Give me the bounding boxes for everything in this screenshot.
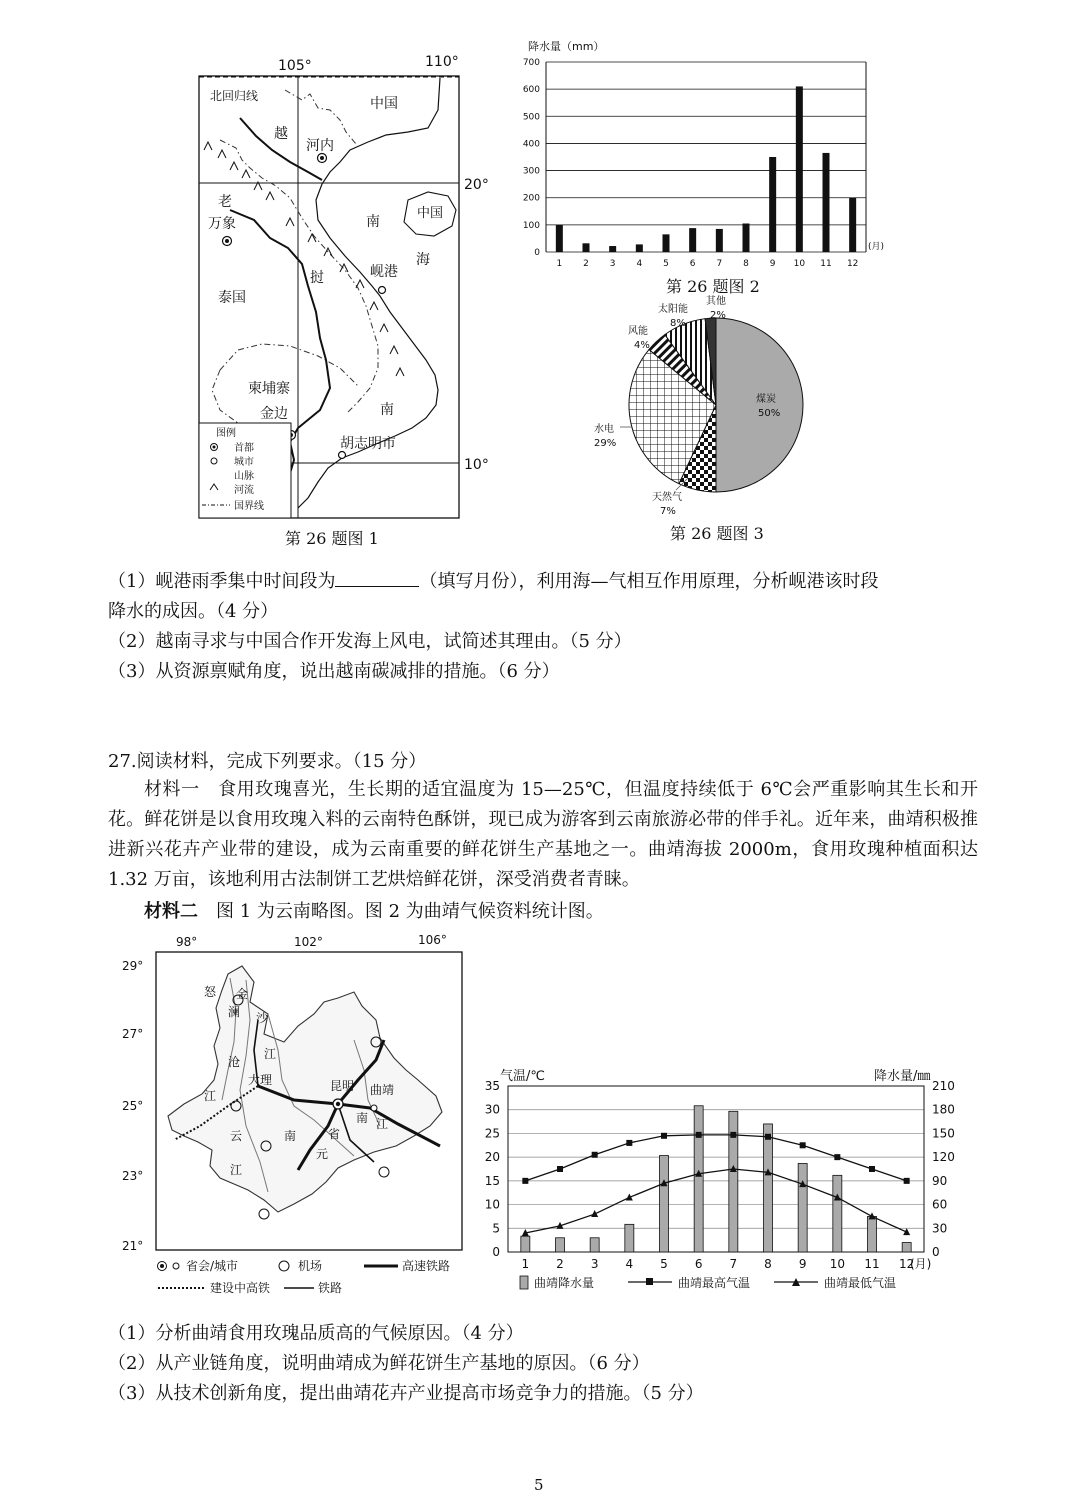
label-phnompenh: 金边 <box>260 406 288 422</box>
climate-right-tick: 60 <box>932 1197 948 1212</box>
tmax-point <box>869 1166 875 1172</box>
climate-precip-bar <box>590 1238 599 1252</box>
q26-1-line2: 降水的成因。（4 分） <box>108 601 279 622</box>
label-jiang3: 江 <box>230 1163 243 1177</box>
legend-airport: 机场 <box>298 1259 323 1273</box>
climate-right-tick: 0 <box>932 1245 940 1259</box>
fig2-xtick-label: 3 <box>609 259 616 269</box>
fig2-bar <box>556 225 563 252</box>
tmax-point <box>765 1134 771 1140</box>
pie-hydro-name: 水电 <box>594 424 614 435</box>
q26-2: （2）越南寻求与中国合作开发海上风电，试简述其理由。（5 分） <box>108 631 632 652</box>
climate-left-tick: 30 <box>484 1102 500 1117</box>
legend-railway: 铁路 <box>318 1281 343 1295</box>
climate-precip-bar <box>694 1106 703 1252</box>
pie-slice <box>716 318 803 492</box>
label-hanoi: 河内 <box>306 138 334 154</box>
material2-label: 材料二 <box>144 901 198 922</box>
climate-xtick-label: 7 <box>729 1257 738 1271</box>
tmax-point <box>696 1132 702 1138</box>
fig2-xtick-label: 5 <box>663 259 669 269</box>
q26-1-prefix: （1）岘港雨季集中时间段为 <box>108 571 336 592</box>
legend-tmax: 曲靖最高气温 <box>678 1276 751 1290</box>
label-nan2: 南 <box>380 402 394 418</box>
climate-xtick-label: 1 <box>521 1257 530 1271</box>
label-hcmc: 胡志明市 <box>340 436 396 452</box>
page-number: 5 <box>534 1476 544 1494</box>
climate-yright-label: 降水量/㎜ <box>874 1069 931 1084</box>
tmax-point <box>592 1152 598 1158</box>
climate-xtick-label: 10 <box>829 1257 845 1271</box>
fig2-xtick-label: 9 <box>769 259 776 269</box>
label-china-north: 中国 <box>370 96 398 112</box>
pie-coal-pct: 50% <box>758 408 781 419</box>
q27-title: 27.阅读材料，完成下列要求。（15 分） <box>108 751 427 772</box>
climate-left-tick: 35 <box>484 1079 500 1093</box>
climate-precip-bar <box>521 1236 530 1252</box>
fig2-xunit: (月) <box>868 242 885 252</box>
label-hai: 海 <box>416 252 430 268</box>
q27-2: （2）从产业链角度，说明曲靖成为鲜花饼生产基地的原因。（6 分） <box>108 1353 650 1374</box>
label-yun: 云 <box>230 1129 243 1143</box>
fig2-xtick-label: 4 <box>636 259 643 269</box>
pie-gas-name: 天然气 <box>652 492 682 503</box>
tmax-point <box>557 1166 563 1172</box>
legend-city: 城市 <box>234 457 254 468</box>
label-nu: 怒 <box>204 985 217 999</box>
climate-frame <box>508 1086 924 1252</box>
q27-3: （3）从技术创新角度，提出曲靖花卉产业提高市场竞争力的措施。（5 分） <box>108 1383 704 1404</box>
climate-precip-bar <box>660 1156 669 1252</box>
pie-other-pct: 2% <box>710 310 726 321</box>
fig3-caption: 第 26 题图 3 <box>670 524 764 543</box>
tmax-point <box>626 1140 632 1146</box>
lat-23: 23° <box>122 1169 144 1183</box>
fig2-bar <box>583 243 590 252</box>
climate-precip-bar <box>833 1175 842 1252</box>
climate-right-tick: 210 <box>932 1079 955 1093</box>
climate-left-tick: 10 <box>484 1197 500 1212</box>
pie-solar-pct: 8% <box>670 318 686 329</box>
climate-xtick-label: 4 <box>625 1257 634 1271</box>
fig2-ytick-label: 100 <box>522 220 540 231</box>
fig2-xtick-label: 11 <box>820 259 832 269</box>
fig2-ytick-label: 500 <box>522 112 540 123</box>
map-legend <box>199 423 291 518</box>
label-wo: 挝 <box>310 270 324 286</box>
fig2-bar <box>609 246 616 252</box>
lat-20: 20° <box>464 177 489 193</box>
fig2-bar <box>636 244 643 252</box>
pie-solar-name: 太阳能 <box>658 304 688 315</box>
label-vientiane: 万象 <box>208 216 236 232</box>
fig2-xtick-label: 8 <box>743 259 749 269</box>
answer-blank[interactable] <box>335 570 419 587</box>
label-jiang4: 江 <box>376 1117 389 1131</box>
climate-xtick-label: 8 <box>764 1257 772 1271</box>
label-lao: 老 <box>218 194 232 210</box>
pie-other-name: 其他 <box>706 296 726 307</box>
fig2-xtick-label: 6 <box>689 259 696 269</box>
fig1-caption: 第 26 题图 1 <box>285 529 379 548</box>
q26-1-line1 <box>108 568 878 596</box>
legend-hsr: 高速铁路 <box>402 1259 451 1273</box>
label-dali: 大理 <box>248 1073 273 1087</box>
fig2-bar <box>823 153 830 252</box>
fig2-xtick-label: 1 <box>556 259 563 269</box>
climate-chart <box>478 1062 958 1300</box>
label-nan1: 南 <box>366 214 380 230</box>
label-kunming: 昆明 <box>330 1079 355 1093</box>
fig2-ytick-label: 600 <box>522 85 540 96</box>
climate-left-tick: 0 <box>492 1245 500 1259</box>
lat-27: 27° <box>122 1027 144 1041</box>
climate-xtick-label: 3 <box>590 1257 599 1271</box>
fig2-bar <box>716 229 723 252</box>
label-thailand: 泰国 <box>218 290 246 306</box>
fig2-caption: 第 26 题图 2 <box>666 277 760 296</box>
fig2-bar <box>743 224 750 253</box>
climate-xunit: (月) <box>910 1257 932 1271</box>
label-sha: 沙 <box>256 1011 269 1025</box>
fig2-bar <box>796 86 803 252</box>
legend-tmin: 曲靖最低气温 <box>824 1276 897 1290</box>
label-yuan: 元 <box>316 1147 329 1161</box>
lon-110: 110° <box>425 54 459 70</box>
energy-pie-chart <box>580 290 840 522</box>
label-nan: 南 <box>284 1129 297 1143</box>
label-china-hainan: 中国 <box>417 206 444 221</box>
climate-yleft-label: 气温/℃ <box>500 1069 545 1084</box>
climate-left-tick: 25 <box>484 1126 500 1141</box>
label-nan2: 南 <box>356 1111 369 1125</box>
fig2-xtick-label: 10 <box>793 259 806 269</box>
climate-right-tick: 90 <box>932 1173 948 1188</box>
lon-102: 102° <box>294 935 323 949</box>
q27-material2 <box>144 898 604 926</box>
lon-106: 106° <box>418 933 447 947</box>
climate-precip-bar <box>556 1238 565 1252</box>
q27-1: （1）分析曲靖食用玫瑰品质高的气候原因。（4 分） <box>108 1323 524 1344</box>
lat-29: 29° <box>122 959 144 973</box>
q27-material1: 材料一 食用玫瑰喜光，生长期的适宜温度为 15—25℃，但温度持续低于 6℃会严重影响其生长和开花。鲜花饼是以食用玫瑰入料的云南特色酥饼，现已成为游客到云南旅游必带的伴手礼。近年来，曲靖积极推进新兴花卉产业带的建设，成为云南重要的鲜花饼生产基地之一。曲靖海拔 2000m，食用玫瑰种植面积达 1.32 万亩，该地利用古法制饼工艺烘焙鲜花饼，深受消费者青睐。 <box>108 779 978 890</box>
climate-xtick-label: 9 <box>798 1257 807 1271</box>
q26-1-suffix: （填写月份），利用海—气相互作用原理，分析岘港该时段 <box>419 571 879 592</box>
fig2-ytick-label: 700 <box>522 58 540 68</box>
climate-left-tick: 5 <box>492 1221 500 1236</box>
legend-mountain: 山脉 <box>234 471 254 482</box>
legend-hsr-building: 建设中高铁 <box>210 1281 271 1295</box>
pie-gas-pct: 7% <box>660 506 676 517</box>
climate-precip-bar <box>625 1224 634 1252</box>
legend-capital: 首都 <box>234 443 254 454</box>
tmin-line <box>525 1169 906 1233</box>
legend-border: 国界线 <box>234 501 264 512</box>
climate-precip-bar <box>764 1124 773 1252</box>
fig2-bar <box>689 228 696 252</box>
climate-xtick-label: 11 <box>864 1257 880 1271</box>
fig2-ytick-label: 0 <box>534 248 540 258</box>
label-sheng: 省 <box>328 1127 341 1141</box>
climate-left-tick: 20 <box>484 1150 500 1165</box>
label-danang: 岘港 <box>370 264 398 280</box>
label-qujing: 曲靖 <box>370 1083 395 1097</box>
material2-text: 图 1 为云南略图。图 2 为曲靖气候资料统计图。 <box>216 901 604 922</box>
fig2-ylabel: 降水量（mm） <box>528 40 605 53</box>
label-cambodia: 柬埔寨 <box>248 381 290 397</box>
fig2-bar <box>663 234 670 252</box>
tmax-point <box>522 1178 528 1184</box>
climate-right-tick: 120 <box>932 1150 955 1165</box>
climate-xtick-label: 5 <box>660 1257 668 1271</box>
lat-21: 21° <box>122 1239 144 1253</box>
climate-precip-bar <box>868 1216 877 1252</box>
fig2-ytick-label: 300 <box>522 166 540 177</box>
tmax-point <box>904 1178 910 1184</box>
climate-right-tick: 180 <box>932 1102 955 1117</box>
vietnam-map <box>190 50 489 525</box>
fig2-ytick-label: 200 <box>522 193 540 204</box>
climate-xtick-label: 2 <box>556 1257 564 1271</box>
fig2-xtick-label: 2 <box>583 259 589 269</box>
tmax-point <box>834 1154 840 1160</box>
pie-coal-name: 煤炭 <box>756 394 776 405</box>
lat-25: 25° <box>122 1099 144 1113</box>
pie-wind-pct: 4% <box>634 340 650 351</box>
lon-98: 98° <box>176 935 198 949</box>
yunnan-legend <box>158 1258 451 1295</box>
label-jiang2: 江 <box>204 1089 217 1103</box>
climate-xtick-label: 6 <box>694 1257 703 1271</box>
label-jiang1: 江 <box>264 1047 277 1061</box>
climate-left-tick: 15 <box>484 1173 500 1188</box>
tmax-point <box>730 1132 736 1138</box>
tmax-point <box>661 1133 667 1139</box>
label-yue: 越 <box>274 126 288 142</box>
climate-xtick-label: 12 <box>899 1257 915 1271</box>
lon-105: 105° <box>278 58 312 74</box>
legend-precip: 曲靖降水量 <box>534 1276 595 1290</box>
climate-right-tick: 150 <box>932 1126 955 1141</box>
tmax-point <box>800 1142 806 1148</box>
legend-capital-city: 省会/城市 <box>186 1259 239 1273</box>
q26-3: （3）从资源禀赋角度，说出越南碳减排的措施。（6 分） <box>108 661 560 682</box>
label-jin: 金 <box>236 987 249 1001</box>
climate-legend <box>520 1275 896 1290</box>
climate-precip-bar <box>902 1243 911 1252</box>
fig2-bar <box>769 157 776 252</box>
pie-wind-name: 风能 <box>628 326 648 337</box>
tmax-line <box>525 1135 906 1181</box>
fig2-bar <box>849 198 856 252</box>
fig2-ytick-label: 400 <box>522 139 540 150</box>
tmin-point <box>869 1212 876 1219</box>
pie-hydro-pct: 29% <box>594 438 617 449</box>
climate-right-tick: 30 <box>932 1221 948 1236</box>
label-cang: 沧 <box>228 1055 241 1069</box>
lat-10: 10° <box>464 457 489 473</box>
legend-title: 图例 <box>216 428 236 439</box>
legend-river: 河流 <box>234 485 254 496</box>
climate-precip-bar <box>798 1163 807 1252</box>
fig2-xtick-label: 7 <box>716 259 723 269</box>
fig2-xtick-label: 12 <box>846 259 859 269</box>
yunnan-map <box>118 930 468 1300</box>
label-lan: 澜 <box>228 1005 241 1019</box>
label-tropic: 北回归线 <box>210 89 259 103</box>
precip-bar-chart <box>520 38 900 273</box>
